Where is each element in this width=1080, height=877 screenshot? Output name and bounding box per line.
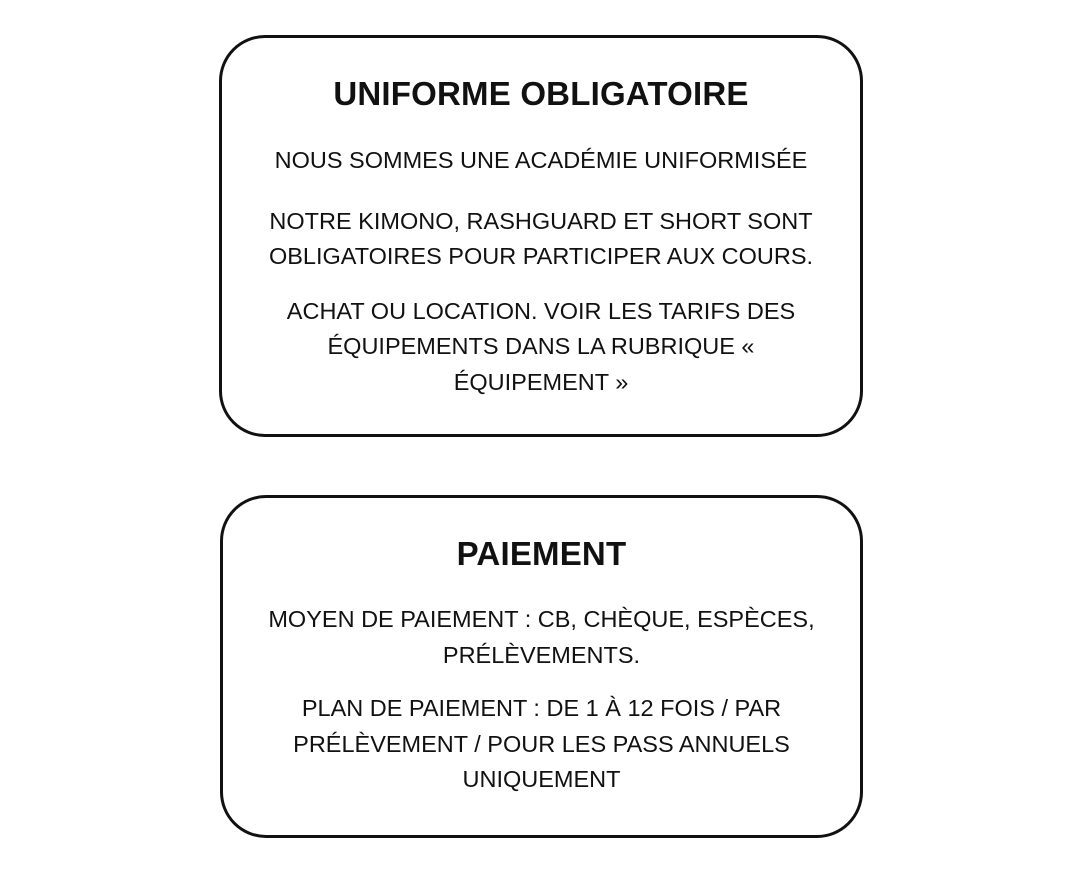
- uniform-purchase-text: ACHAT OU LOCATION. VOIR LES TARIFS DES ÉQUIPEMENTS DANS LA RUBRIQUE « ÉQUIPEMENT »: [286, 297, 796, 395]
- payment-plan-text: PLAN DE PAIEMENT : DE 1 À 12 FOIS / PAR PRÉLÈVEMENT / POUR LES PASS ANNUELS UNIQUEMENT: [293, 695, 790, 792]
- payment-card: [220, 495, 863, 838]
- payment-title: PAIEMENT: [456, 535, 627, 572]
- uniform-required-text: NOTRE KIMONO, RASHGUARD ET SHORT SONT OBLIGATOIRES POUR PARTICIPER AUX COURS.: [268, 207, 814, 269]
- uniform-title: UNIFORME OBLIGATOIRE: [333, 75, 749, 112]
- uniform-card: [219, 35, 863, 437]
- uniform-academy-text: NOUS SOMMES UNE ACADÉMIE UNIFORMISÉE: [274, 147, 808, 173]
- payment-methods-text: MOYEN DE PAIEMENT : CB, CHÈQUE, ESPÈCES, PRÉLÈVEMENTS.: [268, 606, 815, 668]
